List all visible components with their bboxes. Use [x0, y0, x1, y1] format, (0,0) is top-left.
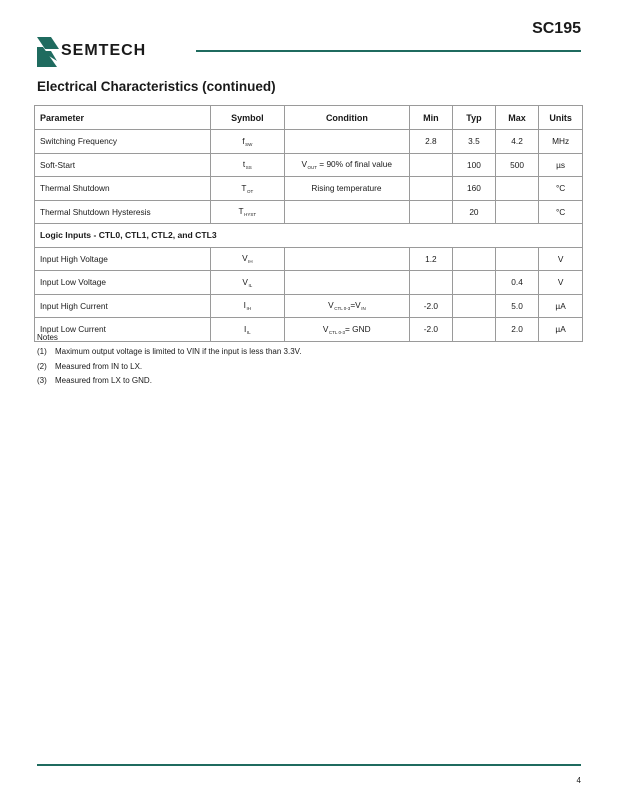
note-text: Measured from LX to GND.: [55, 376, 152, 385]
symbol-cell: [210, 294, 284, 318]
symbol-cell: [210, 271, 284, 295]
column-header: Min: [409, 106, 452, 130]
symbol-subscript: IL: [248, 282, 253, 288]
parameter-cell: Input Low Voltage: [35, 271, 211, 295]
symbol-subscript: SW: [245, 141, 253, 147]
symbol-main: V: [242, 253, 248, 264]
symbol-cell: [210, 247, 284, 271]
condition-rest: =V: [350, 300, 361, 311]
condition-main: V: [322, 323, 329, 334]
max-cell: 4.2: [495, 130, 538, 154]
symbol-cell: [210, 177, 284, 201]
condition-cell: [285, 247, 410, 271]
condition-cell: [285, 153, 410, 177]
max-cell: [495, 200, 538, 224]
logo-mark-icon: [37, 37, 59, 67]
condition-subscript: OUT: [307, 165, 317, 171]
typ-cell: 160: [452, 177, 495, 201]
condition-subscript-2: IN: [361, 306, 366, 312]
condition-cell: [285, 130, 410, 154]
min-cell: [409, 177, 452, 201]
min-cell: [409, 153, 452, 177]
column-header: Max: [495, 106, 538, 130]
footer-rule: [37, 764, 581, 766]
notes: [37, 333, 302, 391]
units-cell: V: [539, 271, 583, 295]
typ-cell: [452, 247, 495, 271]
condition-subscript: CTL 0-3: [334, 306, 351, 312]
condition-cell: [285, 271, 410, 295]
symbol-subscript: IH: [248, 259, 253, 265]
max-cell: 500: [495, 153, 538, 177]
symbol-subscript: SS: [245, 165, 252, 171]
units-cell: °C: [539, 177, 583, 201]
symbol-subscript: HYST: [244, 212, 257, 218]
max-cell: [495, 247, 538, 271]
units-cell: µA: [539, 294, 583, 318]
max-cell: 2.0: [495, 318, 538, 342]
electrical-characteristics-table: [34, 105, 583, 342]
symbol-main: T: [238, 206, 244, 217]
parameter-cell: Thermal Shutdown Hysteresis: [35, 200, 211, 224]
logo-text: SEMTECH: [61, 42, 147, 59]
condition-cell: [285, 318, 410, 342]
note-number: (3): [37, 376, 47, 385]
note-item: [37, 362, 302, 377]
symbol-cell: [210, 130, 284, 154]
column-header: Units: [539, 106, 583, 130]
typ-cell: 20: [452, 200, 495, 224]
units-cell: V: [539, 247, 583, 271]
min-cell: -2.0: [409, 318, 452, 342]
min-cell: -2.0: [409, 294, 452, 318]
condition-main: V: [328, 300, 334, 311]
symbol-cell: [210, 153, 284, 177]
symbol-main: t: [242, 159, 246, 170]
part-number: SC195: [532, 20, 581, 37]
table-row: [35, 153, 583, 177]
typ-cell: 100: [452, 153, 495, 177]
max-cell: [495, 177, 538, 201]
table-row: [35, 294, 583, 318]
max-cell: 0.4: [495, 271, 538, 295]
condition-main: Rising temperature: [311, 182, 382, 193]
parameter-cell: Thermal Shutdown: [35, 177, 211, 201]
table-row: [35, 130, 583, 154]
notes-heading: Notes: [37, 333, 58, 342]
table-row: [35, 271, 583, 295]
semtech-logo: [37, 37, 187, 67]
symbol-subscript: IH: [246, 306, 251, 312]
note-text: Measured from IN to LX.: [55, 361, 143, 371]
parameter-cell: Soft-Start: [35, 153, 211, 177]
units-cell: °C: [539, 200, 583, 224]
column-header: Symbol: [210, 106, 284, 130]
symbol-main: I: [244, 323, 247, 334]
condition-cell: [285, 177, 410, 201]
symbol-main: f: [242, 135, 245, 146]
group-label: Logic Inputs - CTL0, CTL1, CTL2, and CTL3: [35, 224, 583, 248]
note-number: (1): [37, 347, 47, 356]
header-rule: [196, 50, 581, 52]
group-row: [35, 224, 583, 248]
table-row: [35, 177, 583, 201]
table-row: [35, 247, 583, 271]
parameter-cell: Input High Current: [35, 294, 211, 318]
symbol-main: V: [242, 276, 248, 287]
column-header: Condition: [285, 106, 410, 130]
typ-cell: [452, 294, 495, 318]
table-header-row: [35, 106, 583, 130]
max-cell: 5.0: [495, 294, 538, 318]
column-header: Typ: [452, 106, 495, 130]
typ-cell: 3.5: [452, 130, 495, 154]
min-cell: 1.2: [409, 247, 452, 271]
symbol-main: T: [241, 182, 247, 193]
page-number: 4: [576, 776, 581, 785]
symbol-cell: [210, 200, 284, 224]
parameter-cell: Input Low Current: [35, 318, 211, 342]
note-item: [37, 347, 302, 362]
units-cell: µA: [539, 318, 583, 342]
condition-rest: = GND: [344, 323, 371, 334]
note-number: (2): [37, 361, 47, 371]
condition-cell: [285, 200, 410, 224]
min-cell: 2.8: [409, 130, 452, 154]
parameter-cell: Input High Voltage: [35, 247, 211, 271]
condition-subscript: CTL 0-3: [328, 329, 345, 335]
condition-cell: [285, 294, 410, 318]
note-text: Maximum output voltage is limited to VIN if the input is less than 3.3V.: [55, 347, 302, 356]
table-row: [35, 200, 583, 224]
condition-rest: = 90% of final value: [316, 159, 392, 170]
condition-main: V: [301, 159, 307, 170]
column-header: Parameter: [35, 106, 211, 130]
note-item: [37, 376, 302, 391]
parameter-cell: Switching Frequency: [35, 130, 211, 154]
typ-cell: [452, 271, 495, 295]
symbol-main: I: [243, 300, 246, 311]
units-cell: MHz: [539, 130, 583, 154]
units-cell: µs: [539, 153, 583, 177]
section-title: Electrical Characteristics (continued): [37, 79, 276, 94]
symbol-subscript: IL: [246, 329, 251, 335]
min-cell: [409, 200, 452, 224]
typ-cell: [452, 318, 495, 342]
symbol-subscript: OT: [247, 188, 254, 194]
min-cell: [409, 271, 452, 295]
